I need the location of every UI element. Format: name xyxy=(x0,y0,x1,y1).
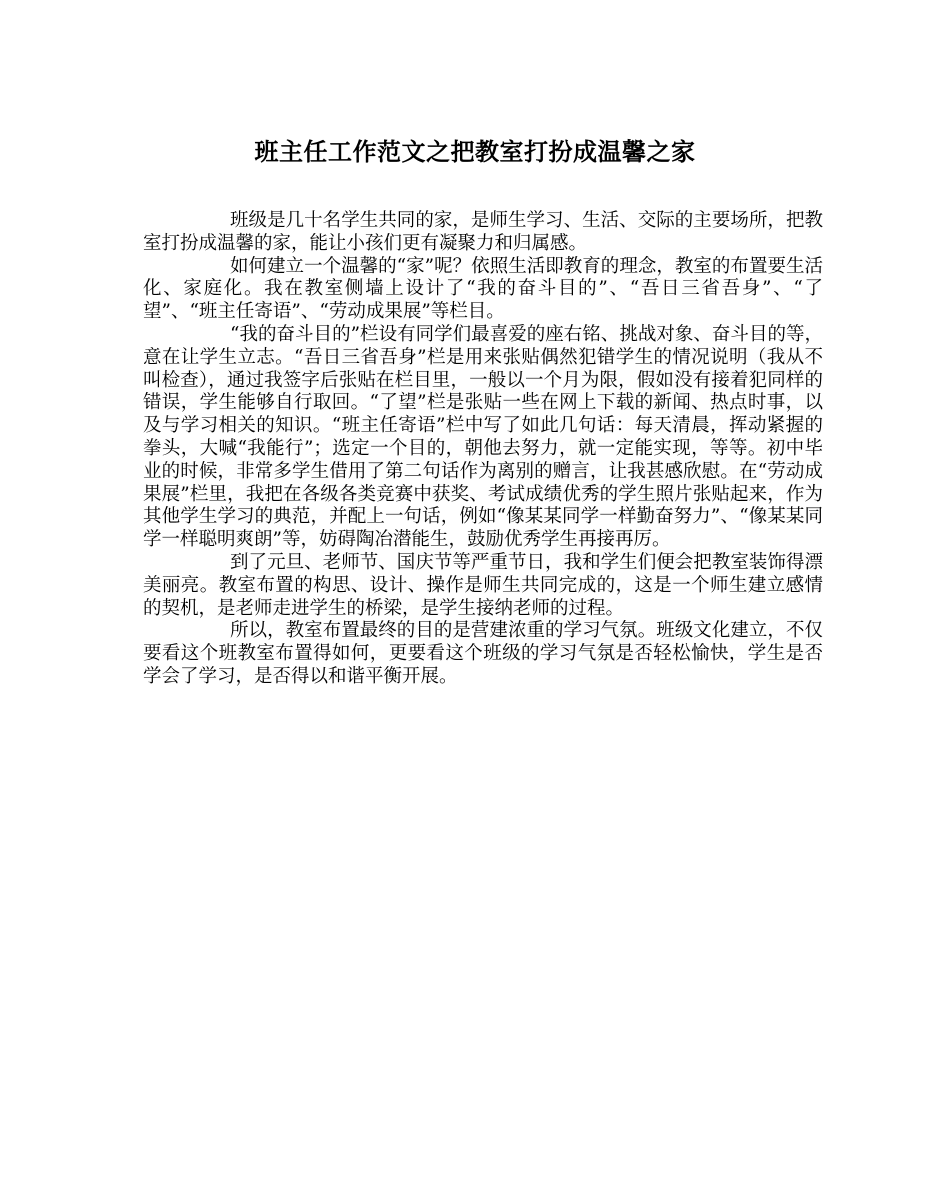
paragraph-intro: 班级是几十名学生共同的家，是师生学习、生活、交际的主要场所，把教室打扮成温馨的家，能让小孩们更有凝聚力和归属感。 xyxy=(143,210,823,254)
paragraph-holidays: 到了元旦、老师节、国庆节等严重节日，我和学生们便会把教室装饰得漂美丽亮。教室布置的构思、设计、操作是师生共同完成的，这是一个师生建立感情的契机，是老师走进学生的桥梁，是学生接纳老师的过程。 xyxy=(143,551,823,619)
document-title: 班主任工作范文之把教室打扮成温馨之家 xyxy=(254,137,696,166)
paragraph-columns-detail: “我的奋斗目的”栏设有同学们最喜爱的座右铭、挑战对象、奋斗目的等，意在让学生立志。“吾日三省吾身”栏是用来张贴偶然犯错学生的情况说明（我从不叫检查），通过我签字后张贴在栏目里，一般以一个月为限，假如没有接着犯同样的错误，学生能够自行取回。“了望”栏是张贴一些在网上下载的新闻、热点时事，以及与学习相关的知识。“班主任寄语”栏中写了如此几句话：每天清晨，挥动紧握的拳头，大喊“我能行”；选定一个目的，朝他去努力，就一定能实现，等等。初中毕业的时候，非常多学生借用了第二句话作为离别的赠言，让我甚感欣慰。在“劳动成果展”栏里，我把在各级各类竞赛中获奖、考试成绩优秀的学生照片张贴起来，作为其他学生学习的典范，并配上一句话，例如“像某某同学一样勤奋努力”、“像某某同学一样聪明爽朗”等，妨碍陶冶潜能生，鼓励优秀学生再接再厉。 xyxy=(143,323,823,551)
paragraph-conclusion: 所以，教室布置最终的目的是营建浓重的学习气氛。班级文化建立，不仅要看这个班教室布置得如何，更要看这个班级的学习气氛是否轻松愉快，学生是否学会了学习，是否得以和谐平衡开展。 xyxy=(143,620,823,687)
document-body xyxy=(143,210,823,689)
paragraph-columns-overview: 如何建立一个温馨的“家”呢？依照生活即教育的理念，教室的布置要生活化、家庭化。我在教室侧墙上设计了“我的奋斗目的”、“吾日三省吾身”、“了望”、“班主任寄语”、“劳动成果展”等栏目。 xyxy=(143,255,823,323)
